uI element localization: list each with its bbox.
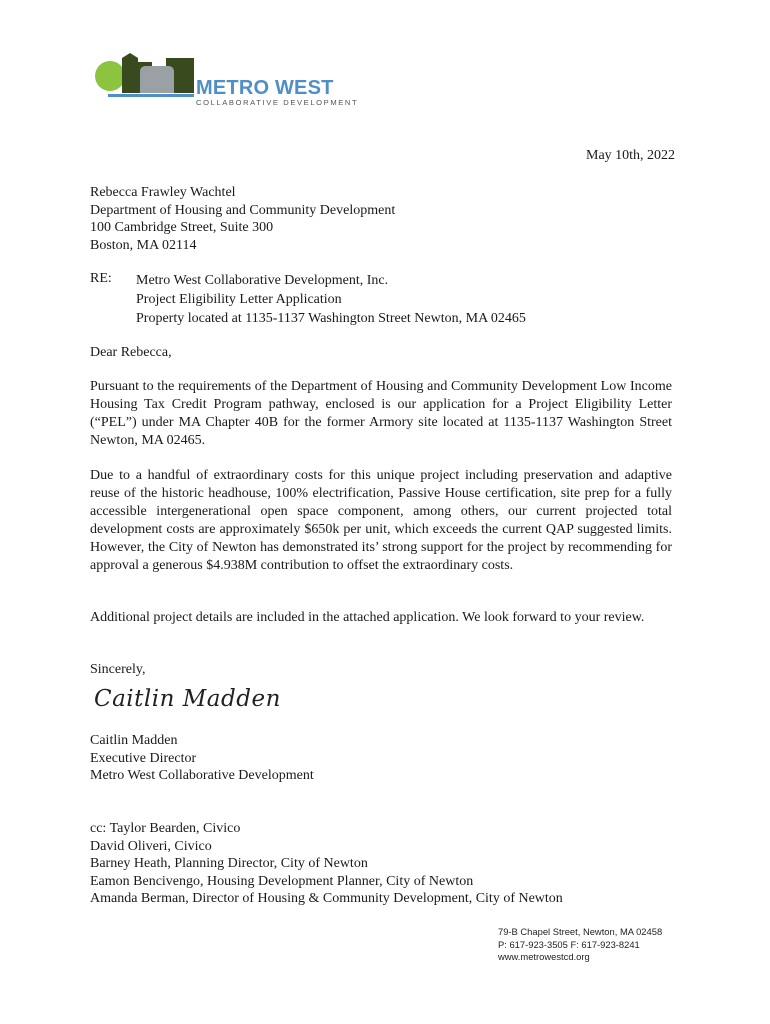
cc-line: David Oliveri, Civico xyxy=(90,838,212,854)
letterhead-tagline: COLLABORATIVE DEVELOPMENT xyxy=(196,98,359,107)
cc-line: cc: Taylor Bearden, Civico xyxy=(90,821,241,836)
salutation: Dear Rebecca, xyxy=(90,345,172,360)
paragraph: Additional project details are included in the attached application. We look forward to your review. xyxy=(90,610,645,625)
footer-phone: P: 617-923-3505 F: 617-923-8241 xyxy=(498,938,640,950)
letterhead-logo xyxy=(94,50,364,110)
signer-line: Executive Director xyxy=(90,750,197,766)
handwritten-signature: Caitlin Madden xyxy=(94,686,281,712)
re-line: Property located at 1135-1137 Washington Street Newton, MA 02465 xyxy=(136,311,526,326)
footer-contact xyxy=(498,926,662,964)
recipient-address xyxy=(90,184,670,254)
footer-website: www.metrowestcd.org xyxy=(498,951,590,962)
closing: Sincerely, xyxy=(90,662,146,677)
recipient-line: Rebecca Frawley Wachtel xyxy=(90,185,236,200)
paragraph: Due to a handful of extraordinary costs for this unique project including preservation and adaptive reuse of the historic headhouse, 100% electrification, Passive House certification, site prep for a fully accessible intergenerational open space component, among others, our current projected total development costs are approximately $650k per unit, which exceeds the current QAP suggested limits. However, the City of Newton has demonstrated its’ strong support for the project by recommending for approval a generous $4.938M contribution to offset the extraordinary costs. xyxy=(90,468,672,573)
signer-line: Metro West Collaborative Development xyxy=(90,768,314,784)
buildings-logo-icon xyxy=(94,50,204,100)
re-label: RE: xyxy=(90,271,112,286)
footer-address: 79-B Chapel Street, Newton, MA 02458 xyxy=(498,926,663,937)
cc-line: Barney Heath, Planning Director, City of Newton xyxy=(90,856,368,872)
letter-date: May 10th, 2022 xyxy=(586,148,676,163)
paragraph: Pursuant to the requirements of the Department of Housing and Community Development Low Income Housing Tax Credit Program pathway, enclosed is our application for a Project Eligibility Letter (“PEL”) under MA Chapter 40B for the former Armory site located at 1135-1137 Washington Street Newton, MA 02465. xyxy=(90,379,672,448)
letterhead-name: METRO WEST xyxy=(196,77,334,99)
recipient-line: 100 Cambridge Street, Suite 300 xyxy=(90,220,274,236)
recipient-line: Department of Housing and Community Development xyxy=(90,202,396,218)
cc-line: Amanda Berman, Director of Housing & Community Development, City of Newton xyxy=(90,891,563,907)
signer-line: Caitlin Madden xyxy=(90,733,178,748)
re-line: Metro West Collaborative Development, Inc. xyxy=(136,273,389,288)
signer-block xyxy=(90,732,670,785)
cc-list xyxy=(90,820,670,908)
re-subject xyxy=(136,271,526,328)
cc-line: Eamon Bencivengo, Housing Development Planner, City of Newton xyxy=(90,873,474,889)
recipient-line: Boston, MA 02114 xyxy=(90,237,197,253)
re-line: Project Eligibility Letter Application xyxy=(136,292,342,307)
